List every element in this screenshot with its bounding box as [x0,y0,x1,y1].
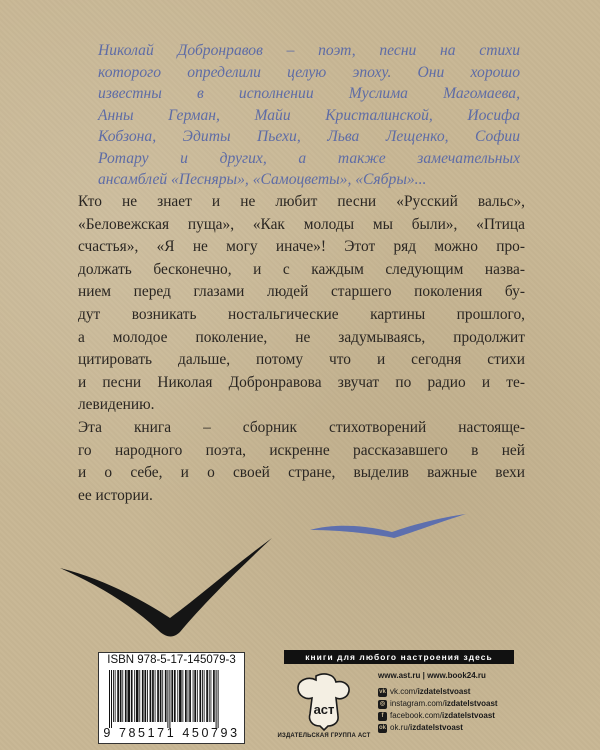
barcode-bar [188,670,189,722]
barcode-bar [122,670,123,722]
body-line: цитировать дальше, потому что и сегодня стихи [78,351,525,369]
publisher-name: ИЗДАТЕЛЬСКАЯ ГРУППА АСТ [277,733,371,739]
body-line: ее истории. [78,486,153,504]
barcode-bar [127,670,130,722]
body-line: го народного поэта, искренне рассказавшего в ней [78,441,525,459]
dark-bird-illustration [60,538,272,636]
barcode-box [98,652,245,744]
publisher-tagline: книги для любого настроения здесь [284,650,514,664]
barcode-bar [152,670,154,722]
body-line: левидению. [78,396,155,414]
barcode-bar [162,670,163,722]
barcode-bar [209,670,210,722]
intro-line: Анны Герман, Майи Кристалинской, Иосифа [98,106,520,124]
facebook-icon: f [378,712,387,721]
body-line: Эта книга – сборник стихотворений настояще- [78,418,525,436]
body-line: и песни Николая Добронравова звучат по радио и те- [78,373,525,391]
body-line: нием перед глазами людей старшего поколения бу- [78,283,525,301]
body-line: и о себе, и о своей стране, выделив важные вехи [78,464,525,482]
barcode-bar [185,670,187,722]
body-line: «Беловежская пуща», «Как молоды мы были», «Птица [78,215,525,233]
barcode-bar [165,670,167,722]
barcode-bar [206,670,208,722]
barcode-bar [117,670,119,722]
barcode-bar [147,670,148,722]
barcode-bar [134,670,135,722]
barcode-bar [136,670,139,722]
barcode-bar [120,670,122,722]
body-line: счастья», «Я не могу иначе»! Этот ряд можно про- [78,238,525,256]
intro-line: которого определили целую эпоху. Они хорошо [98,63,520,81]
social-link-odnoklassniki[interactable] [378,722,518,734]
intro-line: Кобзона, Эдиты Пьехи, Льва Лещенко, Софии [98,128,520,145]
barcode-bar [155,670,156,722]
intro-line: Николай Добронравов – поэт, песни на стихи [98,42,520,59]
social-link-prefix: facebook.com/ [390,711,443,720]
blue-bird-illustration [310,514,466,538]
barcode-bar [179,670,182,722]
barcode-bar [115,670,116,722]
social-link-handle: izdatelstvoast [442,711,495,720]
barcode-bar [131,670,133,722]
barcode-bar [139,670,140,722]
social-link-handle: izdatelstvoast [410,723,463,732]
social-link-handle: izdatelstvoast [444,699,498,708]
intro-line: Ротару и других, а также замечательных [98,149,520,167]
barcode-bar [157,670,159,722]
barcode-bar [193,670,194,722]
publisher-links [378,671,518,734]
ast-logo [286,670,362,736]
vk-icon: vk [379,688,386,695]
barcode-bar [150,670,152,722]
barcode-bar [111,670,112,728]
barcode-bar [160,670,162,722]
social-link-instagram[interactable] [378,698,518,710]
instagram-icon: ◎ [379,700,386,707]
barcode-bar [171,670,173,722]
barcode-image [107,670,236,728]
barcode-bar [199,670,201,722]
barcode-bar [218,670,219,728]
body-line: а молодое поколение, не задумываясь, продолжит [78,328,525,346]
barcode-bar [142,670,144,722]
social-link-prefix: vk.com/ [390,687,418,696]
barcode-bar [197,670,198,722]
social-link-facebook[interactable] [378,710,518,722]
barcode-bar [169,670,170,728]
barcode-bar [113,670,114,722]
social-link-prefix: instagram.com/ [390,699,445,708]
body-line: дут возникать ностальгические картины прошлого, [78,305,525,323]
body-line: Кто не знает и не любит песни «Русский вальс», [78,193,525,210]
barcode-bar [189,670,191,722]
barcode-bar [167,670,168,728]
barcode-bar [144,670,146,722]
body-line: должать бесконечно, и с каждым следующим назва- [78,260,525,278]
odnoklassniki-icon: ok [378,724,386,731]
ean-digits: 9 785171 450793 [103,726,240,740]
intro-line: известны в исполнении Муслима Магомаева, [98,85,520,102]
barcode-bar [194,670,196,722]
barcode-bar [177,670,178,722]
barcode-bar [213,670,215,722]
barcode-bar [211,670,212,722]
barcode-bar [182,670,183,722]
barcode-bar [174,670,176,722]
barcode-bar [204,670,205,722]
social-link-handle: izdatelstvoast [417,687,471,696]
barcode-bar [125,670,127,722]
barcode-bar [109,670,110,728]
ast-logo-text: аст [313,702,335,717]
barcode-bar [216,670,217,728]
intro-line: ансамблей «Песняры», «Самоцветы», «Сябры»... [98,171,427,188]
website-links[interactable]: www.ast.ru | www.book24.ru [378,671,486,680]
barcode-bar [202,670,203,722]
isbn-number: ISBN 978-5-17-145079-3 [107,654,236,666]
social-link-prefix: ok.ru/ [390,723,411,732]
social-link-vk[interactable] [378,686,518,698]
